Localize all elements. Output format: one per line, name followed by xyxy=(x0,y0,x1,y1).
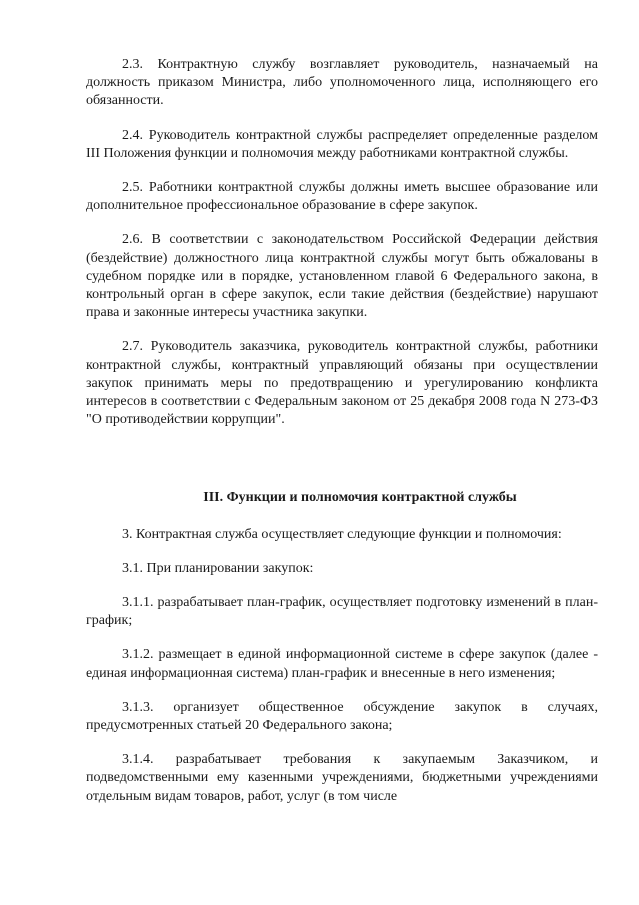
section-heading: III. Функции и полномочия контрактной службы xyxy=(203,490,517,506)
paragraph-3-1-4: 3.1.4. разрабатывает требования к закупаемым Заказчиком, и подведомственными ему казенными учреждениями, бюджетными учреждениями отдельным видам товаров, работ, услуг (в том числе xyxy=(86,752,598,804)
paragraph-2-3: 2.3. Контрактную службу возглавляет руководитель, назначаемый на должность приказом Министра, либо уполномоченного лица, исполняющего его обязанности. xyxy=(86,57,598,109)
paragraph-2-7: 2.7. Руководитель заказчика, руководитель контрактной службы, работники контрактной службы, контрактный управляющий обязаны при осуществлении закупок принимать меры по предотвращению и урегулированию конфликта интересов в соответствии с Федеральным законом от 25 декабря 2008 года N 273-ФЗ "О противодействии коррупции". xyxy=(86,339,598,428)
paragraph-3-1-2: 3.1.2. размещает в единой информационной системе в сфере закупок (далее - единая информационная система) план-график и внесенные в него изменения; xyxy=(86,647,598,681)
paragraph-2-6: 2.6. В соответствии с законодательством Российской Федерации действия (бездействие) должностного лица контрактной службы могут быть обжалованы в судебном порядке или в порядке, установленном главой 6 Федерального закона, в контрольный орган в сфере закупок, если такие действия (бездействие) нарушают права и законные интересы участника закупки. xyxy=(86,232,598,321)
document-page xyxy=(86,56,598,806)
paragraph-3-1: 3.1. При планировании закупок: xyxy=(122,560,314,576)
paragraph-3-1-1: 3.1.1. разрабатывает план-график, осуществляет подготовку изменений в план-график; xyxy=(86,595,598,629)
paragraph-3: 3. Контрактная служба осуществляет следующие функции и полномочия: xyxy=(122,526,562,542)
paragraph-2-5: 2.5. Работники контрактной службы должны иметь высшее образование или дополнительное профессиональное образование в сфере закупок. xyxy=(86,180,598,214)
paragraph-2-4: 2.4. Руководитель контрактной службы распределяет определенные разделом III Положения функции и полномочия между работниками контрактной службы. xyxy=(86,127,598,161)
paragraph-3-1-3: 3.1.3. организует общественное обсуждение закупок в случаях, предусмотренных статьей 20 Федерального закона; xyxy=(86,699,598,734)
